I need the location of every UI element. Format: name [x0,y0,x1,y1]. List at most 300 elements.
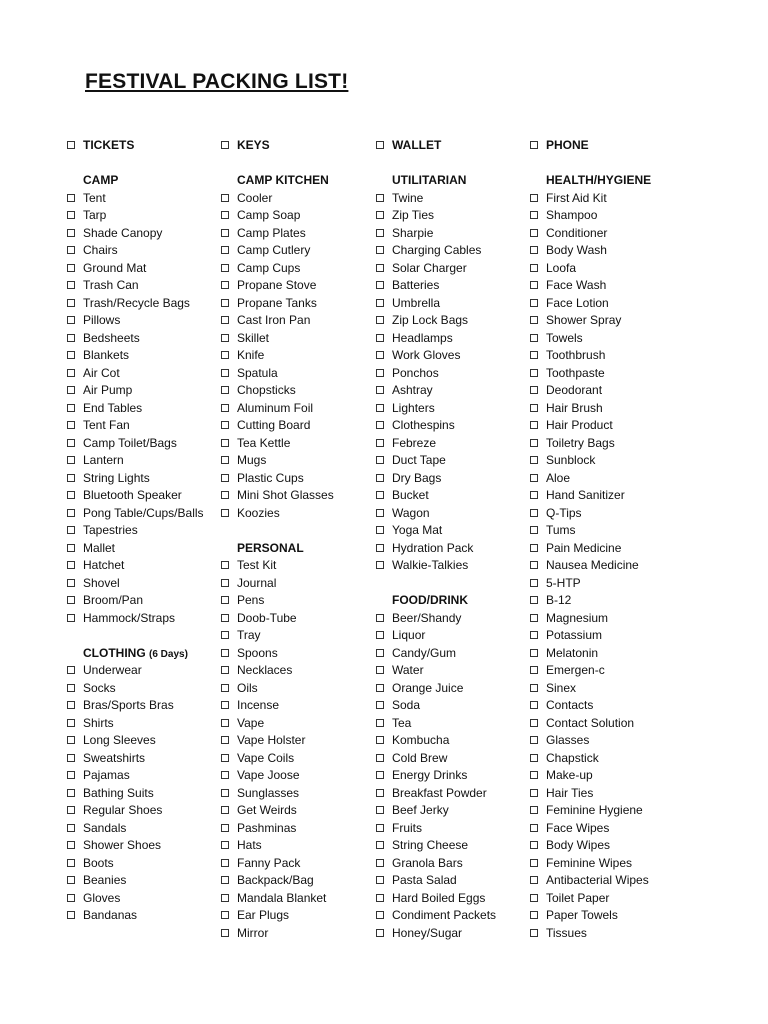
checklist-item[interactable] [221,925,371,943]
checkbox[interactable] [376,876,384,884]
checkbox[interactable] [530,876,538,884]
checkbox[interactable] [376,736,384,744]
checkbox[interactable] [530,579,538,587]
checkbox[interactable] [67,456,75,464]
checklist-item[interactable] [67,592,217,610]
checkbox[interactable] [376,316,384,324]
checklist-item[interactable] [67,260,217,278]
checkbox[interactable] [530,334,538,342]
checkbox[interactable] [221,351,229,359]
checklist-item[interactable] [221,575,371,593]
checkbox[interactable] [376,824,384,832]
checkbox[interactable] [67,281,75,289]
checkbox[interactable] [67,701,75,709]
checklist-item[interactable] [221,225,371,243]
checklist-item[interactable] [530,907,680,925]
checkbox[interactable] [67,806,75,814]
checklist-item[interactable] [67,837,217,855]
checkbox[interactable] [530,806,538,814]
checkbox[interactable] [376,421,384,429]
checkbox[interactable] [376,806,384,814]
checklist-item[interactable] [530,365,680,383]
checklist-item[interactable] [376,242,526,260]
checklist-item[interactable] [530,277,680,295]
checklist-item[interactable] [530,697,680,715]
checklist-item[interactable] [67,680,217,698]
checkbox[interactable] [376,754,384,762]
checklist-item[interactable] [67,382,217,400]
checkbox[interactable] [376,299,384,307]
checklist-item[interactable] [221,207,371,225]
checkbox[interactable] [221,194,229,202]
checkbox[interactable] [221,246,229,254]
checklist-item[interactable] [221,347,371,365]
checkbox[interactable] [376,929,384,937]
checklist-item[interactable] [530,872,680,890]
checkbox[interactable] [221,421,229,429]
checkbox[interactable] [67,771,75,779]
checklist-item[interactable] [376,435,526,453]
checkbox[interactable] [221,211,229,219]
checkbox[interactable] [530,894,538,902]
checklist-item-tickets[interactable] [67,137,217,155]
checkbox[interactable] [67,369,75,377]
checklist-item[interactable] [376,785,526,803]
checklist-item[interactable] [530,470,680,488]
checklist-item[interactable] [67,347,217,365]
checkbox[interactable] [530,351,538,359]
checklist-item[interactable] [67,435,217,453]
checklist-item[interactable] [376,190,526,208]
checkbox[interactable] [530,491,538,499]
checklist-item[interactable] [376,487,526,505]
checkbox[interactable] [376,684,384,692]
checkbox[interactable] [221,334,229,342]
checkbox[interactable] [67,666,75,674]
checklist-item[interactable] [67,907,217,925]
checklist-item[interactable] [376,872,526,890]
checklist-item[interactable] [221,610,371,628]
checklist-item[interactable] [221,715,371,733]
checklist-item[interactable] [221,487,371,505]
checklist-item[interactable] [376,890,526,908]
checkbox[interactable] [530,701,538,709]
checkbox[interactable] [67,316,75,324]
checkbox[interactable] [67,526,75,534]
checklist-item[interactable] [221,767,371,785]
checklist-item[interactable] [221,785,371,803]
checklist-item[interactable] [530,417,680,435]
checkbox[interactable] [376,229,384,237]
checklist-item[interactable] [530,715,680,733]
checkbox[interactable] [530,404,538,412]
checkbox[interactable] [67,561,75,569]
checklist-item[interactable] [67,190,217,208]
checkbox[interactable] [376,666,384,674]
checkbox[interactable] [530,841,538,849]
checklist-item[interactable] [376,207,526,225]
checkbox[interactable] [376,509,384,517]
checkbox[interactable] [67,894,75,902]
checklist-item[interactable] [67,400,217,418]
checklist-item[interactable] [221,802,371,820]
checkbox[interactable] [67,911,75,919]
checkbox[interactable] [376,386,384,394]
checklist-item[interactable] [221,837,371,855]
checkbox[interactable] [221,439,229,447]
checkbox[interactable] [376,491,384,499]
checklist-item[interactable] [67,470,217,488]
checkbox[interactable] [221,649,229,657]
checkbox[interactable] [67,334,75,342]
checkbox[interactable] [221,264,229,272]
checklist-item[interactable] [530,557,680,575]
checkbox[interactable] [221,806,229,814]
checkbox[interactable] [530,299,538,307]
checkbox[interactable] [376,719,384,727]
checkbox[interactable] [530,316,538,324]
checklist-item[interactable] [376,907,526,925]
checklist-item[interactable] [67,452,217,470]
checklist-item[interactable] [221,330,371,348]
checklist-item[interactable] [530,820,680,838]
checklist-item-phone[interactable] [530,137,680,155]
checklist-item[interactable] [376,732,526,750]
checkbox[interactable] [221,229,229,237]
checkbox[interactable] [221,386,229,394]
checkbox[interactable] [530,369,538,377]
checkbox[interactable] [221,474,229,482]
checklist-item[interactable] [67,330,217,348]
checklist-item[interactable] [376,645,526,663]
checkbox[interactable] [221,841,229,849]
checklist-item[interactable] [67,785,217,803]
checklist-item[interactable] [530,732,680,750]
checkbox[interactable] [376,456,384,464]
checklist-item[interactable] [530,540,680,558]
checkbox[interactable] [376,771,384,779]
checklist-item[interactable] [221,820,371,838]
checkbox[interactable] [67,614,75,622]
checkbox[interactable] [221,404,229,412]
checklist-item[interactable] [67,207,217,225]
checklist-item[interactable] [67,417,217,435]
checkbox[interactable] [530,456,538,464]
checkbox[interactable] [221,911,229,919]
checkbox[interactable] [530,614,538,622]
checklist-item[interactable] [530,610,680,628]
checklist-item[interactable] [376,382,526,400]
checkbox[interactable] [221,631,229,639]
checklist-item[interactable] [376,505,526,523]
checkbox[interactable] [221,281,229,289]
checklist-item[interactable] [221,382,371,400]
checklist-item[interactable] [221,872,371,890]
checkbox[interactable] [67,141,75,149]
checklist-item[interactable] [221,592,371,610]
checklist-item[interactable] [376,662,526,680]
checkbox[interactable] [67,719,75,727]
checklist-item[interactable] [376,522,526,540]
checklist-item[interactable] [67,890,217,908]
checkbox[interactable] [221,316,229,324]
checklist-item[interactable] [221,645,371,663]
checkbox[interactable] [530,719,538,727]
checkbox[interactable] [530,771,538,779]
checkbox[interactable] [530,246,538,254]
checklist-item[interactable] [376,925,526,943]
checklist-item[interactable] [221,417,371,435]
checkbox[interactable] [376,264,384,272]
checkbox[interactable] [530,281,538,289]
checkbox[interactable] [376,211,384,219]
checklist-item[interactable] [67,662,217,680]
checkbox[interactable] [530,596,538,604]
checkbox[interactable] [530,561,538,569]
checkbox[interactable] [67,474,75,482]
checklist-item[interactable] [376,855,526,873]
checklist-item[interactable] [376,627,526,645]
checkbox[interactable] [376,894,384,902]
checklist-item[interactable] [221,435,371,453]
checkbox[interactable] [67,789,75,797]
checkbox[interactable] [67,439,75,447]
checkbox[interactable] [530,929,538,937]
checklist-item[interactable] [376,295,526,313]
checklist-item[interactable] [530,680,680,698]
checkbox[interactable] [376,859,384,867]
checkbox[interactable] [530,859,538,867]
checklist-item[interactable] [67,312,217,330]
checklist-item-keys[interactable] [221,137,371,155]
checkbox[interactable] [67,421,75,429]
checklist-item[interactable] [376,347,526,365]
checklist-item[interactable] [376,400,526,418]
checklist-item[interactable] [376,365,526,383]
checklist-item[interactable] [67,295,217,313]
checklist-item[interactable] [530,925,680,943]
checklist-item[interactable] [530,452,680,470]
checklist-item[interactable] [376,680,526,698]
checklist-item[interactable] [530,767,680,785]
checklist-item[interactable] [221,260,371,278]
checklist-item[interactable] [221,907,371,925]
checkbox[interactable] [221,894,229,902]
checklist-item[interactable] [221,505,371,523]
checklist-item[interactable] [67,540,217,558]
checklist-item[interactable] [530,575,680,593]
checkbox[interactable] [221,579,229,587]
checkbox[interactable] [67,596,75,604]
checklist-item[interactable] [530,207,680,225]
checklist-item[interactable] [376,312,526,330]
checkbox[interactable] [376,649,384,657]
checklist-item[interactable] [530,785,680,803]
checkbox[interactable] [221,859,229,867]
checklist-item[interactable] [376,277,526,295]
checklist-item[interactable] [530,837,680,855]
checkbox[interactable] [376,141,384,149]
checklist-item[interactable] [530,435,680,453]
checklist-item[interactable] [376,767,526,785]
checklist-item[interactable] [221,732,371,750]
checkbox[interactable] [530,824,538,832]
checkbox[interactable] [530,736,538,744]
checklist-item[interactable] [530,400,680,418]
checkbox[interactable] [67,299,75,307]
checklist-item[interactable] [67,365,217,383]
checkbox[interactable] [530,229,538,237]
checkbox[interactable] [530,544,538,552]
checkbox[interactable] [376,544,384,552]
checklist-item[interactable] [530,382,680,400]
checklist-item[interactable] [530,260,680,278]
checkbox[interactable] [221,299,229,307]
checkbox[interactable] [221,491,229,499]
checklist-item[interactable] [67,855,217,873]
checkbox[interactable] [530,194,538,202]
checklist-item[interactable] [221,365,371,383]
checkbox[interactable] [67,859,75,867]
checklist-item[interactable] [530,487,680,505]
checkbox[interactable] [376,369,384,377]
checkbox[interactable] [67,736,75,744]
checkbox[interactable] [221,596,229,604]
checklist-item[interactable] [67,575,217,593]
checkbox[interactable] [530,439,538,447]
checkbox[interactable] [376,439,384,447]
checklist-item[interactable] [376,610,526,628]
checklist-item[interactable] [376,330,526,348]
checkbox[interactable] [67,544,75,552]
checkbox[interactable] [221,719,229,727]
checkbox[interactable] [376,334,384,342]
checkbox[interactable] [376,789,384,797]
checklist-item[interactable] [530,312,680,330]
checkbox[interactable] [67,351,75,359]
checklist-item[interactable] [376,540,526,558]
checkbox[interactable] [221,789,229,797]
checklist-item[interactable] [221,855,371,873]
checklist-item[interactable] [67,872,217,890]
checkbox[interactable] [530,509,538,517]
checkbox[interactable] [221,736,229,744]
checkbox[interactable] [530,386,538,394]
checklist-item[interactable] [67,225,217,243]
checklist-item[interactable] [530,750,680,768]
checkbox[interactable] [67,404,75,412]
checkbox[interactable] [530,789,538,797]
checklist-item[interactable] [530,190,680,208]
checklist-item[interactable] [376,750,526,768]
checklist-item[interactable] [530,802,680,820]
checkbox[interactable] [221,929,229,937]
checkbox[interactable] [221,876,229,884]
checkbox[interactable] [376,911,384,919]
checkbox[interactable] [221,141,229,149]
checklist-item[interactable] [67,505,217,523]
checklist-item[interactable] [376,820,526,838]
checklist-item[interactable] [376,715,526,733]
checklist-item[interactable] [67,750,217,768]
checkbox[interactable] [221,561,229,569]
checklist-item[interactable] [376,802,526,820]
checklist-item[interactable] [67,557,217,575]
checklist-item[interactable] [530,330,680,348]
checklist-item[interactable] [221,662,371,680]
checkbox[interactable] [376,614,384,622]
checklist-item-wallet[interactable] [376,137,526,155]
checkbox[interactable] [221,666,229,674]
checkbox[interactable] [376,194,384,202]
checkbox[interactable] [221,456,229,464]
checkbox[interactable] [376,841,384,849]
checkbox[interactable] [530,211,538,219]
checkbox[interactable] [67,876,75,884]
checkbox[interactable] [530,911,538,919]
checklist-item[interactable] [530,855,680,873]
checkbox[interactable] [67,824,75,832]
checkbox[interactable] [221,771,229,779]
checkbox[interactable] [67,841,75,849]
checklist-item[interactable] [67,820,217,838]
checkbox[interactable] [376,281,384,289]
checklist-item[interactable] [221,697,371,715]
checkbox[interactable] [530,421,538,429]
checklist-item[interactable] [67,697,217,715]
checkbox[interactable] [221,614,229,622]
checklist-item[interactable] [221,312,371,330]
checklist-item[interactable] [67,277,217,295]
checkbox[interactable] [376,526,384,534]
checkbox[interactable] [67,754,75,762]
checklist-item[interactable] [67,242,217,260]
checkbox[interactable] [376,474,384,482]
checkbox[interactable] [67,579,75,587]
checkbox[interactable] [530,264,538,272]
checklist-item[interactable] [67,610,217,628]
checkbox[interactable] [376,351,384,359]
checklist-item[interactable] [530,522,680,540]
checkbox[interactable] [67,264,75,272]
checkbox[interactable] [221,509,229,517]
checkbox[interactable] [376,404,384,412]
checklist-item[interactable] [530,347,680,365]
checkbox[interactable] [221,684,229,692]
checklist-item[interactable] [67,802,217,820]
checkbox[interactable] [376,631,384,639]
checklist-item[interactable] [221,400,371,418]
checklist-item[interactable] [376,697,526,715]
checklist-item[interactable] [67,715,217,733]
checkbox[interactable] [530,141,538,149]
checklist-item[interactable] [376,837,526,855]
checkbox[interactable] [530,474,538,482]
checkbox[interactable] [376,701,384,709]
checklist-item[interactable] [67,522,217,540]
checklist-item[interactable] [221,452,371,470]
checklist-item[interactable] [530,592,680,610]
checkbox[interactable] [67,491,75,499]
checklist-item[interactable] [221,557,371,575]
checkbox[interactable] [67,229,75,237]
checklist-item[interactable] [530,662,680,680]
checkbox[interactable] [530,684,538,692]
checklist-item[interactable] [67,732,217,750]
checkbox[interactable] [530,526,538,534]
checklist-item[interactable] [530,645,680,663]
checklist-item[interactable] [221,295,371,313]
